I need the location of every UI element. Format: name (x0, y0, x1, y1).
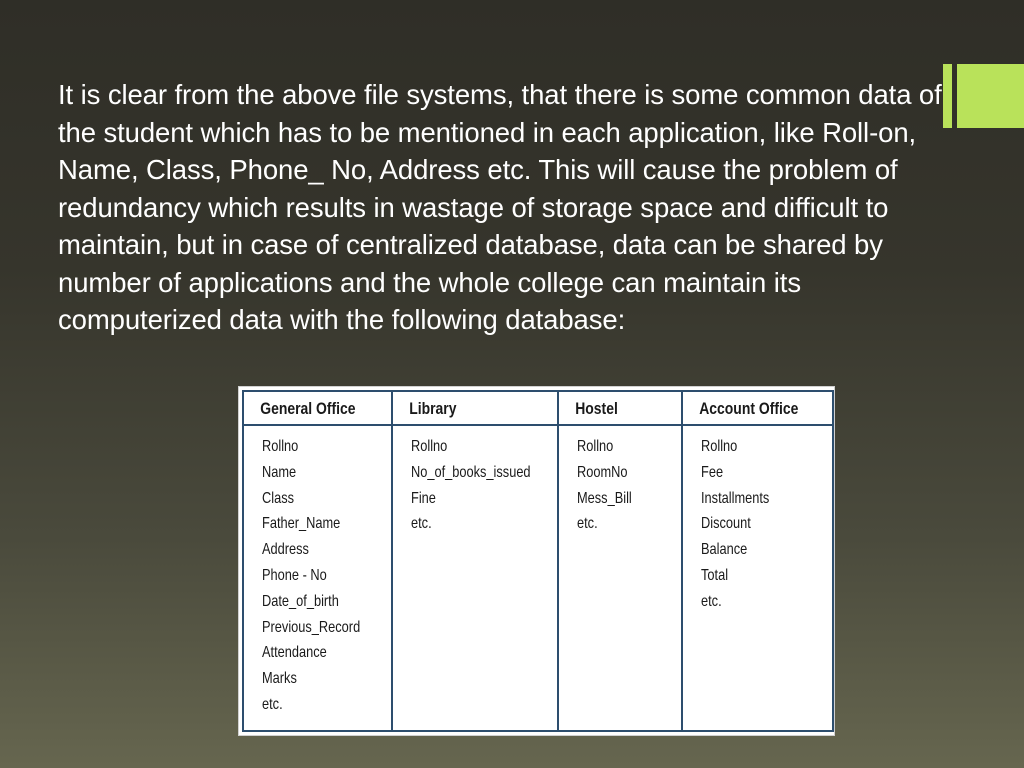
field-item: etc. (577, 515, 598, 533)
column-cell (682, 425, 833, 731)
field-item: Rollno (411, 438, 448, 455)
field-item: Rollno (262, 438, 299, 455)
field-item: Class (262, 489, 295, 507)
field-item: No_of_books_issued (411, 463, 531, 481)
column-cell (558, 425, 682, 731)
field-item: Discount (701, 515, 751, 533)
field-item: Total (701, 566, 729, 584)
column-cell (243, 425, 392, 731)
field-list (577, 434, 681, 537)
database-figure (238, 386, 835, 736)
field-item: etc. (411, 515, 432, 533)
column-header: Account Office (682, 391, 806, 425)
field-item: Marks (262, 670, 297, 688)
field-list (411, 434, 557, 537)
field-item: Fine (411, 489, 436, 507)
field-list (262, 434, 391, 718)
table-body-row (243, 425, 833, 731)
field-item: Balance (701, 541, 748, 559)
field-item: Mess_Bill (577, 489, 632, 507)
table-header-row (243, 391, 833, 425)
body-paragraph: It is clear from the above file systems, that there is some common data of the student which has to be mentioned in each application, like Roll-on, Name, Class, Phone_ No, Address etc. This will cause the problem of redundancy which results in wastage of storage space and difficult to maintain, but in case of centralized database, data can be shared by number of applications and the whole college can maintain its computerized data with the following database: (58, 79, 942, 335)
field-item: Phone - No (262, 566, 327, 584)
column-header: Library (392, 391, 528, 425)
field-item: Date_of_birth (262, 592, 339, 610)
field-item: Rollno (701, 438, 738, 455)
field-item: etc. (262, 695, 283, 713)
field-item: Address (262, 541, 309, 559)
field-item: Name (262, 463, 297, 481)
column-header: Hostel (558, 391, 660, 425)
database-table (242, 390, 834, 732)
column-cell (392, 425, 558, 731)
field-item: Rollno (577, 438, 614, 455)
field-item: Installments (701, 489, 770, 507)
field-item: Attendance (262, 644, 327, 662)
field-list (701, 434, 832, 615)
column-header: General Office (243, 391, 365, 425)
field-item: Father_Name (262, 515, 341, 533)
field-item: Previous_Record (262, 618, 361, 636)
field-item: etc. (701, 592, 722, 610)
field-item: Fee (701, 463, 724, 481)
field-item: RoomNo (577, 463, 628, 481)
